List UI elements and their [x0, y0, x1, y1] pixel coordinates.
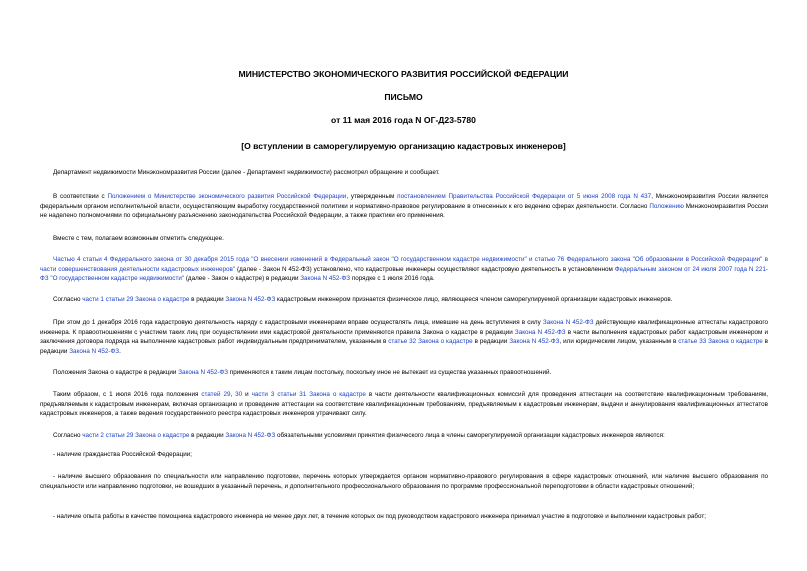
text: (далее - Закон о кадастре) в редакции	[184, 275, 301, 283]
document-type: ПИСЬМО	[384, 92, 423, 102]
document-subject: [О вступлении в саморегулируемую организацию кадастровых инженеров]	[241, 141, 566, 151]
text: в части деятельности квалификационных комиссий для проведения аттестации на соответствие квалификационным требованиям, предъявляемым к кадастровым инженерам, включая организацию и проведение аттестации на соответствие квалификационным требованиям, предъявляемым к кадастровым инженерам, выдачи и аннулирования квалификационных аттестатов кадастровых инженеров, а также ведения государственного реестра кадастровых инженеров утрачивают силу.	[40, 391, 768, 418]
paragraph-11: - наличие высшего образования по специальности или направлению подготовки, перечень которых утверждается органом нормативно-правового регулирования в сфере кадастровых отношений, или наличие высшего образования по специальности или направлению подготовки, не вошедших в указанный перечень, и дополнительного профессионального образования по программе профессиональной переподготовки в области кадастровых отношений;	[40, 473, 768, 490]
text: применяются к таким лицам постольку, поскольку иное не вытекает из существа указанных правоотношений.	[228, 369, 552, 376]
link-law-452[interactable]: Закона N 452-ФЗ	[514, 328, 566, 336]
text: Минэкономразвития России не наделено полномочиями по официальному разъяснению законодательства Российской Федерации, а также практики его применения.	[40, 202, 768, 220]
link-article32[interactable]: статье 32 Закона о кадастре	[388, 338, 473, 346]
link-law-452[interactable]: Закона N 452-ФЗ	[300, 275, 351, 283]
paragraph-8	[40, 390, 768, 419]
text: в части выполнения кадастровых работ кадастровым инженером и заключения договора подряда на выполнение кадастровых работ индивидуальным предпринимателем, указанным в	[40, 328, 768, 346]
text: действующие квалификационные аттестаты кадастрового инженера. К правоотношениям с участием таких лиц при осуществлении ими кадастровой деятельности применяются правила Закона о кадастре в редакции	[40, 319, 768, 336]
text: в редакции	[40, 338, 768, 356]
text: В соответствии с	[53, 193, 108, 200]
paragraph-1: Департамент недвижимости Минэкономразвития России (далее - Департамент недвижимости) рассмотрел обращение и сообщает.	[53, 169, 440, 176]
paragraph-2	[40, 192, 768, 221]
link-article33[interactable]: статье 33 Закона о кадастре	[678, 338, 763, 346]
text: в редакции	[472, 338, 510, 346]
text: Таким образом, с 1 июля 2016 года положения	[53, 391, 202, 398]
link-law-452[interactable]: Закона N 452-ФЗ	[225, 296, 276, 303]
text: , Минэкономразвития России является федеральным органом исполнительной власти, осуществляющим выработку государственной политики и нормативно-правовое регулирование в отнесенных к его ведению сферах деятельности. Согласно	[40, 193, 768, 210]
paragraph-5	[40, 295, 768, 305]
paragraph-3: Вместе с тем, полагаем возможным отметить следующее.	[53, 235, 224, 242]
link-law-221[interactable]: Федеральным законом от 24 июля 2007 года N 221-ФЗ "О государственном кадастре недвижимости"	[40, 265, 769, 283]
text: обязательными условиями принятия физического лица в члены саморегулируемой организации кадастровых инженеров являются:	[275, 432, 665, 439]
text: в редакции	[189, 432, 226, 439]
paragraph-4	[40, 255, 768, 284]
link-article29-part1[interactable]: части 1 статьи 29 Закона о кадастре	[82, 296, 190, 303]
link-article29[interactable]: статей 29	[201, 391, 231, 398]
ministry-heading: МИНИСТЕРСТВО ЭКОНОМИЧЕСКОГО РАЗВИТИЯ РОССИЙСКОЙ ФЕДЕРАЦИИ	[238, 69, 569, 79]
text: порядке с 1 июля 2016 года.	[350, 275, 435, 283]
paragraph-10: - наличие гражданства Российской Федерации;	[53, 451, 193, 458]
text: ,	[230, 391, 236, 398]
text: .	[119, 348, 121, 356]
link-law-452[interactable]: Закона N 452-ФЗ	[178, 369, 229, 376]
link-law-452-part4[interactable]: Частью 4 статьи 4 Федерального закона от 30 декабря 2015 года "О внесении изменений в Федеральный закон "О государственном кадастре недвижимости" и статью 76 Федерального закона "Об образовании в Российской Федерации" в части совершенствования деятельности кадастровых инженеров"	[40, 256, 768, 273]
text: в редакции	[189, 296, 226, 303]
text: Согласно	[53, 296, 83, 303]
link-regulation[interactable]: Положению	[649, 202, 684, 210]
link-regulation-ministry[interactable]: Положением о Министерстве экономического развития Российской Федерации	[107, 193, 347, 200]
link-government-decree[interactable]: постановлением Правительства Российской Федерации от 5 июня 2008 года N 437	[397, 193, 652, 200]
link-law-452[interactable]: Закона N 452-ФЗ	[69, 348, 120, 356]
link-article30[interactable]: 30	[235, 391, 243, 398]
text: Согласно	[53, 432, 83, 439]
paragraph-12: - наличие опыта работы в качестве помощника кадастрового инженера не менее двух лет, в течение которых он под руководством кадастрового инженера принимал участие в подготовке и выполнении кадастровых работ;	[53, 513, 707, 520]
link-article29-part2[interactable]: части 2 статьи 29 Закона о кадастре	[82, 432, 190, 439]
paragraph-7	[40, 368, 768, 378]
link-article31-part3[interactable]: части 3 статьи 31 Закона о кадастре	[251, 391, 366, 398]
text: , или юридическим лицом, указанным в	[559, 338, 679, 346]
text: кадастровым инженером признается физическое лицо, являющееся членом саморегулируемой организации кадастровых инженеров.	[275, 296, 673, 303]
paragraph-9	[40, 431, 768, 441]
text: , утвержденным	[346, 193, 398, 200]
document-date-number: от 11 мая 2016 года N ОГ-Д23-5780	[331, 115, 476, 125]
link-law-452[interactable]: Закона N 452-ФЗ	[509, 338, 560, 346]
text: и	[242, 391, 252, 398]
link-law-452[interactable]: Закона N 452-ФЗ	[225, 432, 276, 439]
paragraph-6	[40, 318, 768, 357]
text: Положения Закона о кадастре в редакции	[53, 369, 179, 376]
text: При этом до 1 декабря 2016 года кадастровую деятельность наряду с кадастровыми инженерами вправе осуществлять лица, имевшие на день вступления в силу	[53, 319, 543, 326]
link-law-452[interactable]: Закона N 452-ФЗ	[542, 319, 594, 326]
text: (далее - Закон N 452-ФЗ) установлено, что кадастровые инженеры осуществляют кадастровую деятельность в установленном	[235, 265, 615, 273]
